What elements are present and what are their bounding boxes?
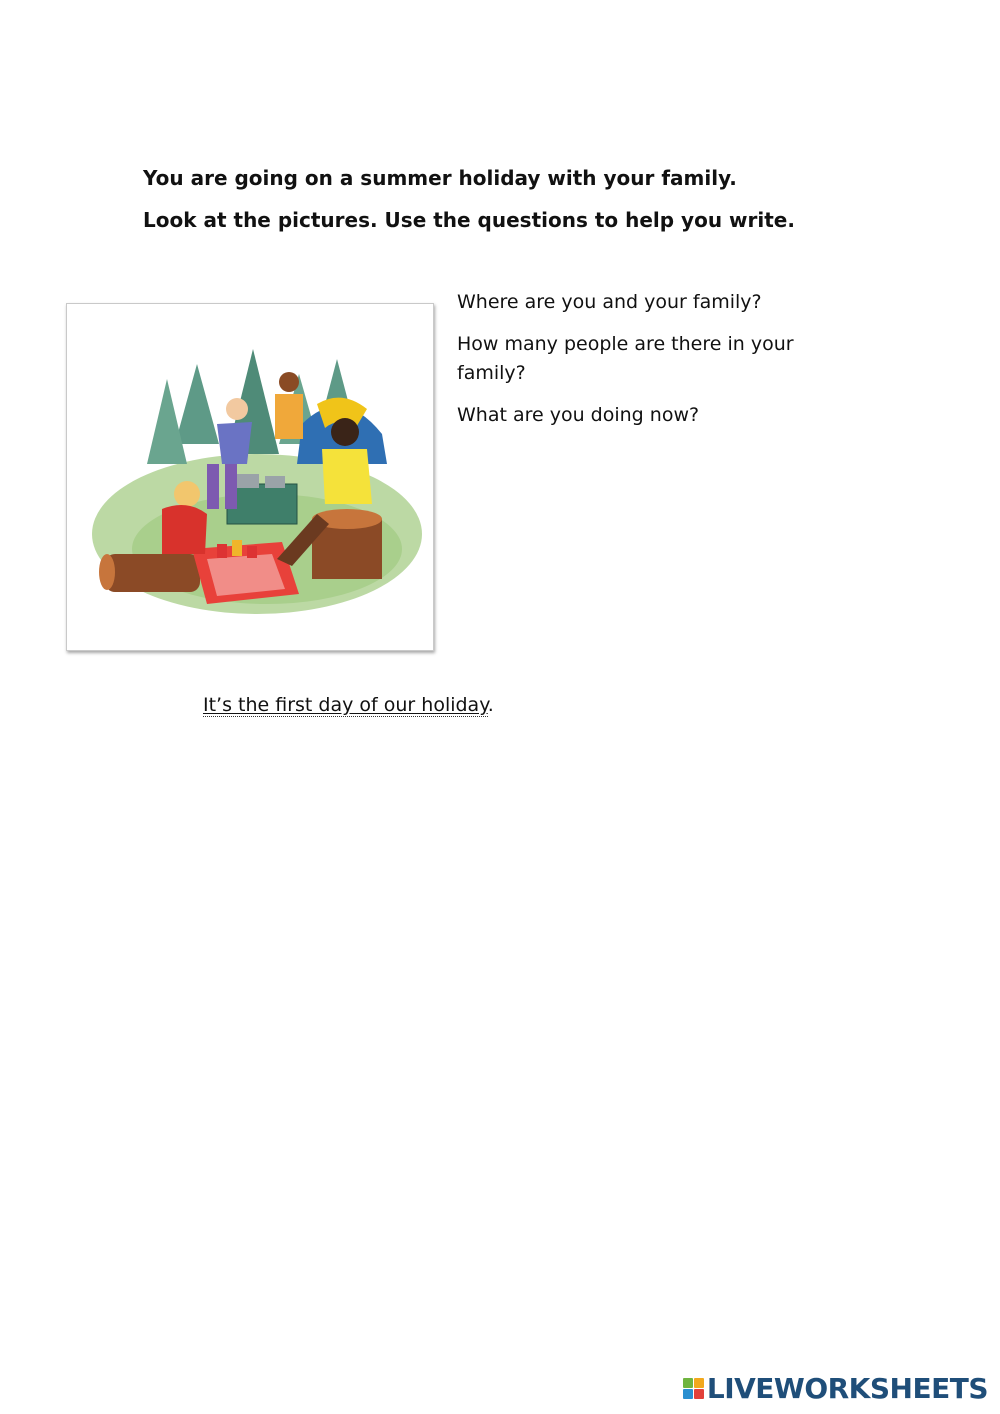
- question-1: Where are you and your family?: [457, 291, 762, 313]
- answer-line[interactable]: [203, 694, 494, 716]
- question-2: How many people are there in your family?: [457, 333, 794, 384]
- question-3: What are you doing now?: [457, 404, 700, 426]
- answer-punctuation: .: [487, 694, 494, 716]
- logo-square-4: [694, 1389, 704, 1399]
- logo-square-3: [683, 1389, 693, 1399]
- camping-picture: [66, 303, 434, 651]
- instruction-line-2: Look at the pictures. Use the questions to help you write.: [143, 208, 795, 232]
- logo-square-2: [694, 1378, 704, 1388]
- camping-scene-illustration: [67, 304, 433, 650]
- logo-square-1: [683, 1378, 693, 1388]
- instruction-line-1: You are going on a summer holiday with your family.: [143, 166, 737, 190]
- liveworksheets-icon: [683, 1378, 704, 1399]
- answer-text[interactable]: It’s the first day of our holiday: [203, 694, 488, 716]
- brand-name: LIVEWORKSHEETS: [706, 1372, 988, 1405]
- liveworksheets-logo: [683, 1372, 988, 1405]
